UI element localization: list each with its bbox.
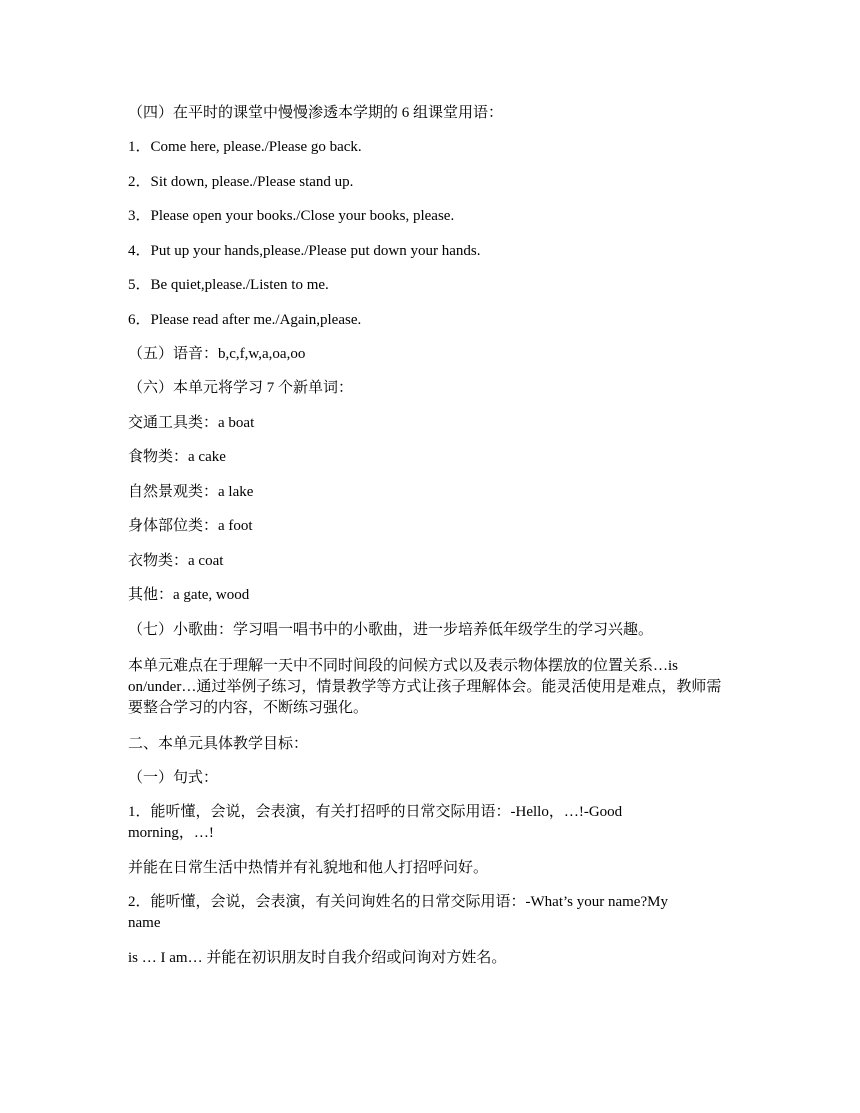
word-category-transport: 交通工具类：a boat	[128, 415, 255, 431]
word-category-landscape: 自然景观类：a lake	[128, 484, 254, 500]
objective-name-note: is … I am… 并能在初识朋友时自我介绍或问询对方姓名。	[128, 950, 507, 966]
classroom-phrase-4: 4．Put up your hands,please./Please put down your hands.	[128, 243, 481, 259]
word-category-body: 身体部位类：a foot	[128, 518, 253, 534]
section-five-phonics: （五）语音：b,c,f,w,a,oa,oo	[128, 346, 306, 362]
section-four-heading: （四）在平时的课堂中慢慢渗透本学期的 6 组课堂用语：	[128, 105, 504, 121]
classroom-phrase-5: 5．Be quiet,please./Listen to me.	[128, 277, 329, 293]
word-category-food: 食物类：a cake	[128, 449, 226, 465]
objective-greeting-note: 并能在日常生活中热情并有礼貌地和他人打招呼问好。	[128, 860, 489, 876]
classroom-phrase-6: 6．Please read after me./Again,please.	[128, 312, 362, 328]
classroom-phrase-1: 1．Come here, please./Please go back.	[128, 139, 362, 155]
section-six-heading: （六）本单元将学习 7 个新单词：	[128, 380, 354, 396]
unit-difficulty-paragraph: 本单元难点在于理解一天中不同时间段的问候方式以及表示物体摆放的位置关系…is on/under…通过举例子练习，情景教学等方式让孩子理解体会。能灵活使用是难点，教师需要整合学习的内容，不断练习强化。	[128, 658, 722, 716]
objective-greeting: 1．能听懂，会说，会表演，有关打招呼的日常交际用语：-Hello，…!-Good morning，…!	[128, 804, 623, 841]
word-category-other: 其他：a gate, wood	[128, 587, 250, 603]
classroom-phrase-2: 2．Sit down, please./Please stand up.	[128, 174, 354, 190]
classroom-phrase-3: 3．Please open your books./Close your books, please.	[128, 208, 455, 224]
objective-name: 2．能听懂，会说，会表演，有关问询姓名的日常交际用语：-What’s your name?My name	[128, 894, 668, 931]
section-two-heading: 二、本单元具体教学目标：	[128, 736, 309, 752]
section-seven-song: （七）小歌曲：学习唱一唱书中的小歌曲，进一步培养低年级学生的学习兴趣。	[128, 622, 654, 638]
word-category-clothing: 衣物类：a coat	[128, 553, 224, 569]
sentence-patterns-heading: （一）句式：	[128, 770, 219, 786]
